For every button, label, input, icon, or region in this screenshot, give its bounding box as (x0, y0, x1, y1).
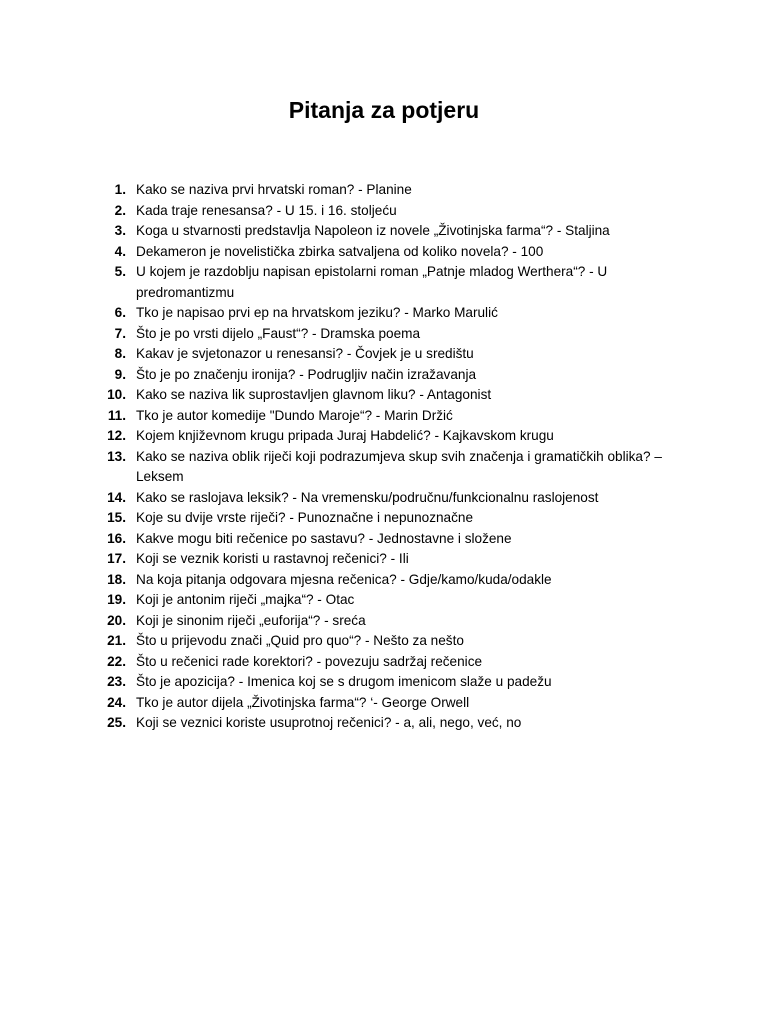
item-number: 24. (107, 694, 126, 710)
item-text: Kako se naziva oblik riječi koji podrazumjeva skup svih značenja i gramatičkih oblika? – Leksem (136, 448, 662, 484)
question-list (0, 180, 768, 734)
item-number: 12. (107, 428, 126, 443)
item-number: 9. (114, 366, 126, 382)
item-text: Kakav je svjetonazor u renesansi? - Čovjek je u središtu (136, 346, 474, 361)
list-item (0, 611, 768, 632)
list-item (0, 631, 768, 652)
item-text: Kada traje renesansa? - U 15. i 16. stoljeću (136, 202, 397, 218)
list-item (0, 221, 768, 242)
list-item (0, 529, 768, 550)
item-number: 3. (114, 223, 126, 238)
item-number: 20. (107, 612, 126, 628)
list-item (0, 693, 768, 714)
list-item (0, 344, 768, 365)
list-item (0, 713, 768, 734)
item-number: 10. (107, 387, 126, 402)
list-item (0, 672, 768, 693)
list-item (0, 303, 768, 324)
list-item (0, 324, 768, 345)
list-item (0, 365, 768, 386)
list-item (0, 201, 768, 222)
item-text: Što je po značenju ironija? - Podrugljiv način izražavanja (136, 366, 477, 382)
item-text: Koji se veznici koriste usuprotnoj rečenici? - a, ali, nego, već, no (136, 715, 522, 730)
list-item (0, 488, 768, 509)
list-item (0, 426, 768, 447)
item-number: 13. (107, 448, 126, 464)
item-number: 23. (107, 674, 126, 689)
item-text: Koji se veznik koristi u rastavnoj rečenici? - Ili (136, 551, 409, 566)
item-number: 2. (114, 202, 126, 218)
item-number: 22. (107, 653, 126, 669)
item-number: 15. (107, 510, 126, 525)
item-text: Kakve mogu biti rečenice po sastavu? - Jednostavne i složene (136, 530, 512, 546)
item-number: 17. (107, 551, 126, 566)
list-item (0, 508, 768, 529)
item-number: 6. (114, 305, 126, 320)
list-item (0, 406, 768, 427)
item-number: 18. (107, 571, 126, 587)
item-text: Tko je napisao prvi ep na hrvatskom jeziku? - Marko Marulić (136, 305, 498, 320)
list-item (0, 242, 768, 263)
item-text: Kako se raslojava leksik? - Na vremensku/područnu/funkcionalnu raslojenost (136, 489, 599, 505)
item-text: Na koja pitanja odgovara mjesna rečenica? - Gdje/kamo/kuda/odakle (136, 571, 552, 587)
item-text: Što u prijevodu znači „Quid pro quo“? - Nešto za nešto (136, 633, 464, 648)
item-text: Tko je autor dijela „Životinjska farma“? ‘- George Orwell (136, 694, 470, 710)
item-number: 7. (114, 325, 126, 341)
item-text: Što u rečenici rade korektori? - povezuju sadržaj rečenice (136, 653, 483, 669)
item-number: 16. (107, 530, 126, 546)
list-item (0, 262, 768, 303)
item-text: Što je apozicija? - Imenica koj se s drugom imenicom slaže u padežu (136, 674, 552, 689)
item-text: Koga u stvarnosti predstavlja Napoleon iz novele „Životinjska farma“? - Staljina (136, 223, 610, 238)
item-text: Koje su dvije vrste riječi? - Punoznačne i nepunoznačne (136, 510, 474, 525)
item-number: 11. (107, 407, 126, 423)
item-number: 4. (114, 243, 126, 259)
item-text: U kojem je razdoblju napisan epistolarni roman „Patnje mladog Werthera“? - U predromantizmu (136, 264, 608, 300)
item-text: Kako se naziva lik suprostavljen glavnom liku? - Antagonist (136, 387, 492, 402)
list-item (0, 447, 768, 488)
item-number: 19. (107, 592, 126, 607)
item-text: Kojem književnom krugu pripada Juraj Habdelić? - Kajkavskom krugu (136, 428, 554, 443)
list-item (0, 590, 768, 611)
item-number: 21. (107, 633, 126, 648)
list-item (0, 549, 768, 570)
item-text: Koji je antonim riječi „majka“? - Otac (136, 592, 355, 607)
item-text: Dekameron je novelistička zbirka satvaljena od koliko novela? - 100 (136, 243, 544, 259)
list-item (0, 570, 768, 591)
item-text: Tko je autor komedije "Dundo Maroje“? - Marin Držić (136, 407, 453, 423)
item-number: 8. (114, 346, 126, 361)
list-item (0, 180, 768, 201)
list-item (0, 652, 768, 673)
item-number: 5. (114, 264, 126, 279)
item-number: 25. (107, 715, 126, 730)
item-text: Koji je sinonim riječi „euforija“? - sreća (136, 612, 366, 628)
item-text: Kako se naziva prvi hrvatski roman? - Planine (136, 182, 412, 197)
item-number: 14. (107, 489, 126, 505)
list-item (0, 385, 768, 406)
item-text: Što je po vrsti dijelo „Faust“? - Dramska poema (136, 325, 421, 341)
item-number: 1. (114, 182, 126, 197)
page-title: Pitanja za potjeru (288, 97, 480, 123)
